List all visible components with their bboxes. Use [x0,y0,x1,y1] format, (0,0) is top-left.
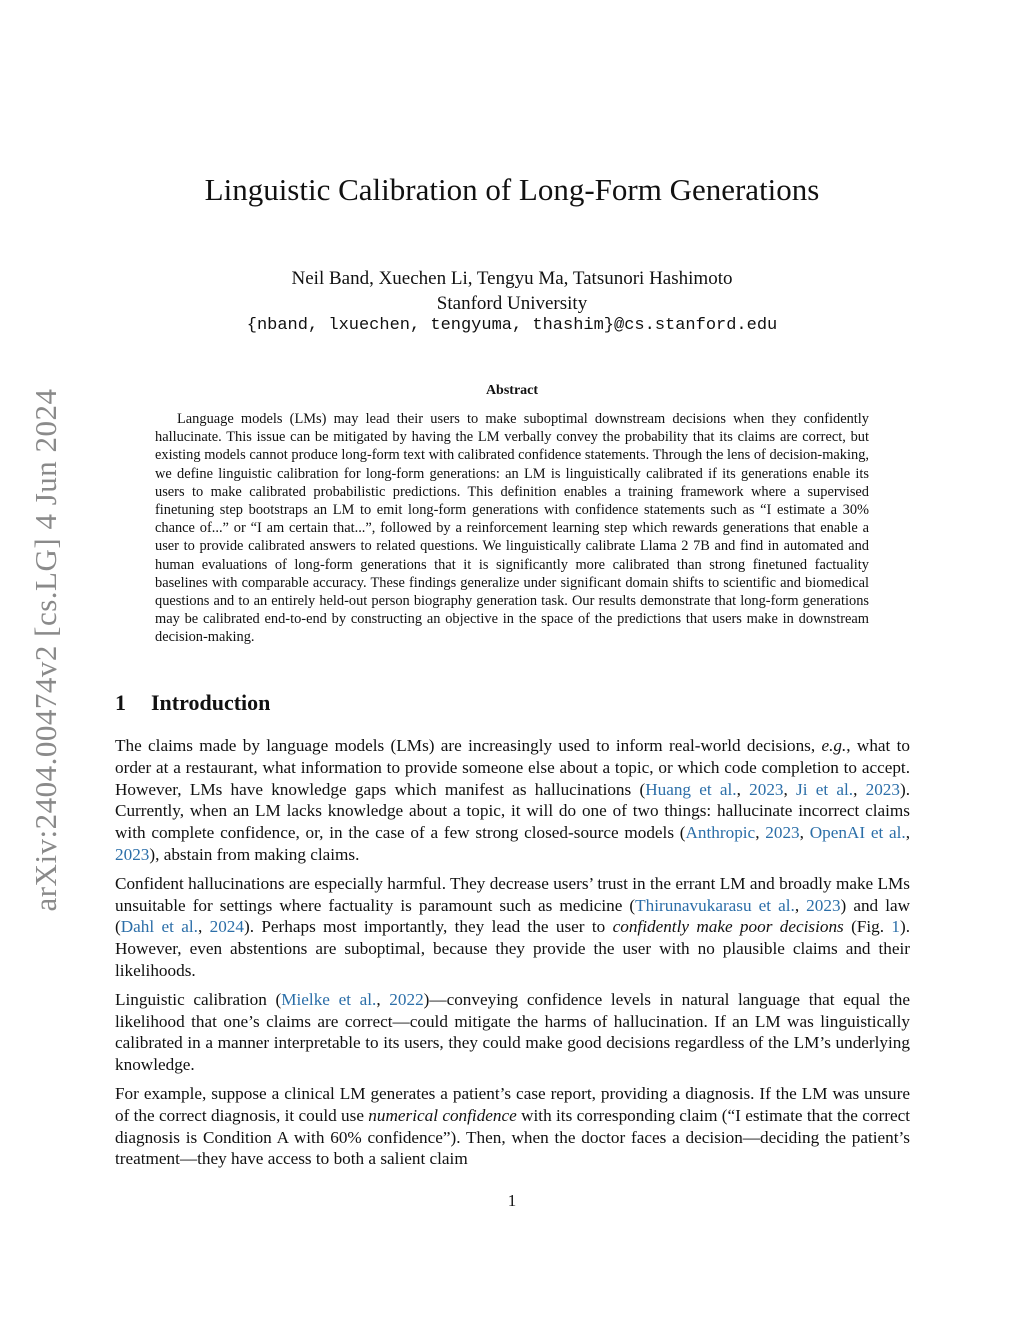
text-run: , [736,779,750,799]
text-emphasis: confidently make poor decisions [612,917,844,937]
text-run: , [853,779,866,799]
section-title: Introduction [151,690,271,715]
text-run: , what to order at a restaurant, what information to provide someone else about a topic, or which code completion to accept. However, LMs have knowledge gaps which manifest as hallucinations ( [115,736,910,799]
text-run: , [794,895,807,915]
text-run: ). However, even abstentions are suboptimal, because they provide the user with no plausible claims and their likelihoods. [115,917,911,980]
citation-link[interactable]: Huang et al. [645,779,737,799]
text-run: , [197,917,210,937]
text-emphasis: numerical confidence [368,1105,517,1125]
text-run: with its corresponding claim (“I estimate that the correct diagnosis is Condition A with 60% confidence”). Then, when the doctor faces a decision—deciding the patient’s treatment—they have access to both a salient claim [115,1105,910,1169]
body-text [115,735,910,1177]
text-run: Confident hallucinations are especially harmful. They decrease users’ trust in the errant LM and broadly make LMs unsuitable for settings where factuality is paramount such as medicine ( [115,873,910,915]
abstract-text: Language models (LMs) may lead their users to make suboptimal downstream decisions when they confidently hallucinate. This issue can be mitigated by having the LM verbally convey the probability that its claims are correct, but existing models cannot produce long-form text with calibrated confidence statements. Through the lens of decision-making, we define linguistic calibration for long-form generations: an LM is linguistically calibrated if its generations enable its users to make calibrated probabilistic predictions. This definition enables a training framework where a supervised finetuning step bootstraps an LM to emit long-form generations with confidence statements such as “I estimate a 30% chance of...” or “I am certain that...”, followed by a reinforcement learning step which rewards generations that enable a user to provide calibrated answers to related questions. We linguistically calibrate Llama 2 7B and find in automated and human evaluations of long-form generations that it is significantly more calibrated than strong finetuned factuality baselines with comparable accuracy. These findings generalize under significant domain shifts to scientific and biomedical questions and to an entirely held-out person biography generation task. Our results demonstrate that long-form generations may be calibrated end-to-end by constructing an objective in the space of the predictions that users make in downstream decision-making. [155,411,869,646]
section-heading [115,690,270,716]
citation-year-link[interactable]: 2023 [765,823,800,843]
section-number: 1 [115,690,126,715]
citation-year-link[interactable]: 2023 [865,779,900,799]
text-emphasis: e.g. [821,736,847,755]
citation-year-link[interactable]: 2023 [115,844,150,864]
author-block [100,266,924,316]
author-names: Neil Band, Xuechen Li, Tengyu Ma, Tatsunori Hashimoto [291,268,733,289]
text-run: ) and law ( [115,895,911,937]
citation-link[interactable]: Mielke et al. [281,989,377,1009]
citation-year-link[interactable]: 2023 [806,895,841,915]
text-run: (Fig. [843,917,892,937]
paragraph-2 [115,873,910,982]
paper-title: Linguistic Calibration of Long-Form Generations [204,172,820,207]
arxiv-stamp-text: arXiv:2404.00474v2 [cs.LG] 4 Jun 2024 [28,388,63,912]
paragraph-4 [115,1083,910,1170]
affiliation: Stanford University [436,293,588,314]
citation-link[interactable]: Ji et al. [796,779,854,799]
citation-link[interactable]: Dahl et al. [120,917,198,937]
citation-link[interactable]: OpenAI et al. [809,823,906,843]
citation-link[interactable]: Anthropic [685,823,756,843]
paragraph-3 [115,989,910,1076]
text-run: , [799,823,810,843]
figure-link[interactable]: 1 [891,917,900,937]
text-run: The claims made by language models (LMs) are increasingly used to inform real-world decisions, [115,736,822,755]
author-emails: {nband, lxuechen, tengyuma, thashim}@cs.stanford.edu [246,316,778,335]
text-run: For example, suppose a clinical LM generates a patient’s case report, providing a diagnosis. If the LM was unsure of the correct diagnosis, it could use [115,1083,910,1125]
text-run: Linguistic calibration ( [115,989,282,1009]
abstract-heading: Abstract [485,383,539,398]
arxiv-stamp [26,370,66,930]
text-run: , [755,823,766,843]
text-run: ). Currently, when an LM lacks knowledge about a topic, it will do one of two things: hallucinate incorrect claims with complete confidence, or, in the case of a few strong closed-source models ( [115,779,911,843]
text-run: ), abstain from making claims. [149,844,360,864]
citation-year-link[interactable]: 2022 [389,989,424,1009]
text-run: ). Perhaps most importantly, they lead the user to [243,917,613,937]
text-run: , [905,823,910,843]
citation-link[interactable]: Thirunavukarasu et al. [635,895,795,915]
citation-year-link[interactable]: 2023 [749,779,784,799]
text-run: )—conveying confidence levels in natural language that equal the likelihood that one’s claims are correct—could mitigate the harms of hallucination. If an LM was linguistically calibrated in a manner interpretable to its users, they could make good decisions regardless of the LM’s underlying knowledge. [115,989,911,1075]
text-run: , [376,989,390,1009]
paragraph-1 [115,735,910,866]
text-run: , [783,779,797,799]
citation-year-link[interactable]: 2024 [209,917,244,937]
page-number: 1 [507,1191,517,1210]
